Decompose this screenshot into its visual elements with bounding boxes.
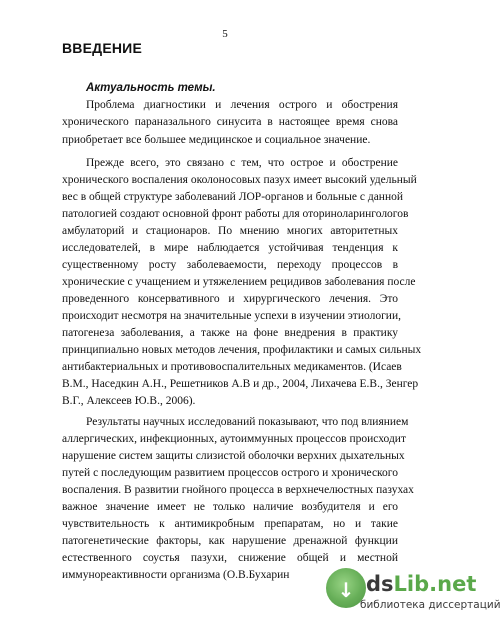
text-line: аллергических, инфекционных, аутоиммунных процессов происходит	[62, 433, 406, 445]
text-line: В.Г., Алексеев Ю.В., 2006).	[62, 395, 196, 407]
watermark-logo: dsLib.net	[366, 572, 477, 596]
text-line: иммунореактивности организма (О.В.Бухарин	[62, 569, 290, 581]
text-line: Прежде всего, это связано с тем, что острое и обострение	[86, 157, 398, 169]
text-line: естественного соустья пазухи, снижение общей и местной	[62, 552, 398, 564]
text-line: происходит несмотря на значительные успехи в изучении этиологии,	[62, 310, 401, 322]
section-heading: ВВЕДЕНИЕ	[62, 40, 142, 56]
text-line: существенному росту заболеваемости, переходу процессов в	[62, 259, 398, 271]
text-line: нарушение систем защиты слизистой оболочки верхних дыхательных	[62, 450, 405, 462]
text-line: проведенного консервативного и хирургического лечения. Это	[62, 293, 398, 305]
text-line: исследователей, в мире наблюдается устойчивая тенденция к	[62, 242, 398, 254]
text-line: принципиально новых методов лечения, профилактики и самых сильных	[62, 344, 422, 356]
text-line: В.М., Наседкин А.Н., Решетников А.В и др., 2004, Лихачева Е.В., Зенгер	[62, 378, 419, 390]
page-number: 5	[222, 28, 228, 40]
text-line: патогенетические факторы, как нарушение дренажной функции	[62, 535, 398, 547]
text-line: патогенеза заболевания, а также на фоне внедрения в практику	[62, 327, 398, 339]
text-line: вес в общей структуре заболеваний ЛОР-органов и больные с данной	[62, 191, 404, 203]
text-line: путей с последующим развитием процессов острого и хронического	[62, 467, 398, 479]
text-line: антибактериальных и противовоспалительных медикаментов. (Исаев	[62, 361, 402, 373]
text-line: хронического воспаления околоносовых пазух имеет высокий удельный	[62, 174, 417, 186]
text-line: Результаты научных исследований показывают, что под влиянием	[86, 416, 409, 428]
text-line: чувствительность к антимикробным препаратам, но и такие	[62, 518, 398, 530]
watermark-caption: библиотека диссертаций	[360, 599, 501, 611]
download-arrow-icon: ↓	[326, 568, 366, 608]
text-line: приобретает все большее медицинское и социальное значение.	[62, 134, 371, 146]
text-line: патологией создают основной фронт работы для оториноларингологов	[62, 208, 409, 220]
text-line: важное значение имеет не только наличие возбудителя и его	[62, 501, 398, 513]
text-line: Проблема диагностики и лечения острого и обострения	[86, 99, 398, 111]
text-line: хронического параназального синусита в настоящее время снова	[62, 116, 398, 128]
text-line: хронические с учащением и утяжелением рецидивов заболевания после	[62, 276, 416, 288]
dslib-watermark[interactable]	[326, 566, 501, 621]
text-line: амбулаторий и стационаров. По мнению многих авторитетных	[62, 225, 398, 237]
text-line: воспаления. В развитии гнойного процесса в верхнечелюстных пазухах	[62, 484, 414, 496]
subsection-heading: Актуальность темы.	[86, 82, 216, 94]
